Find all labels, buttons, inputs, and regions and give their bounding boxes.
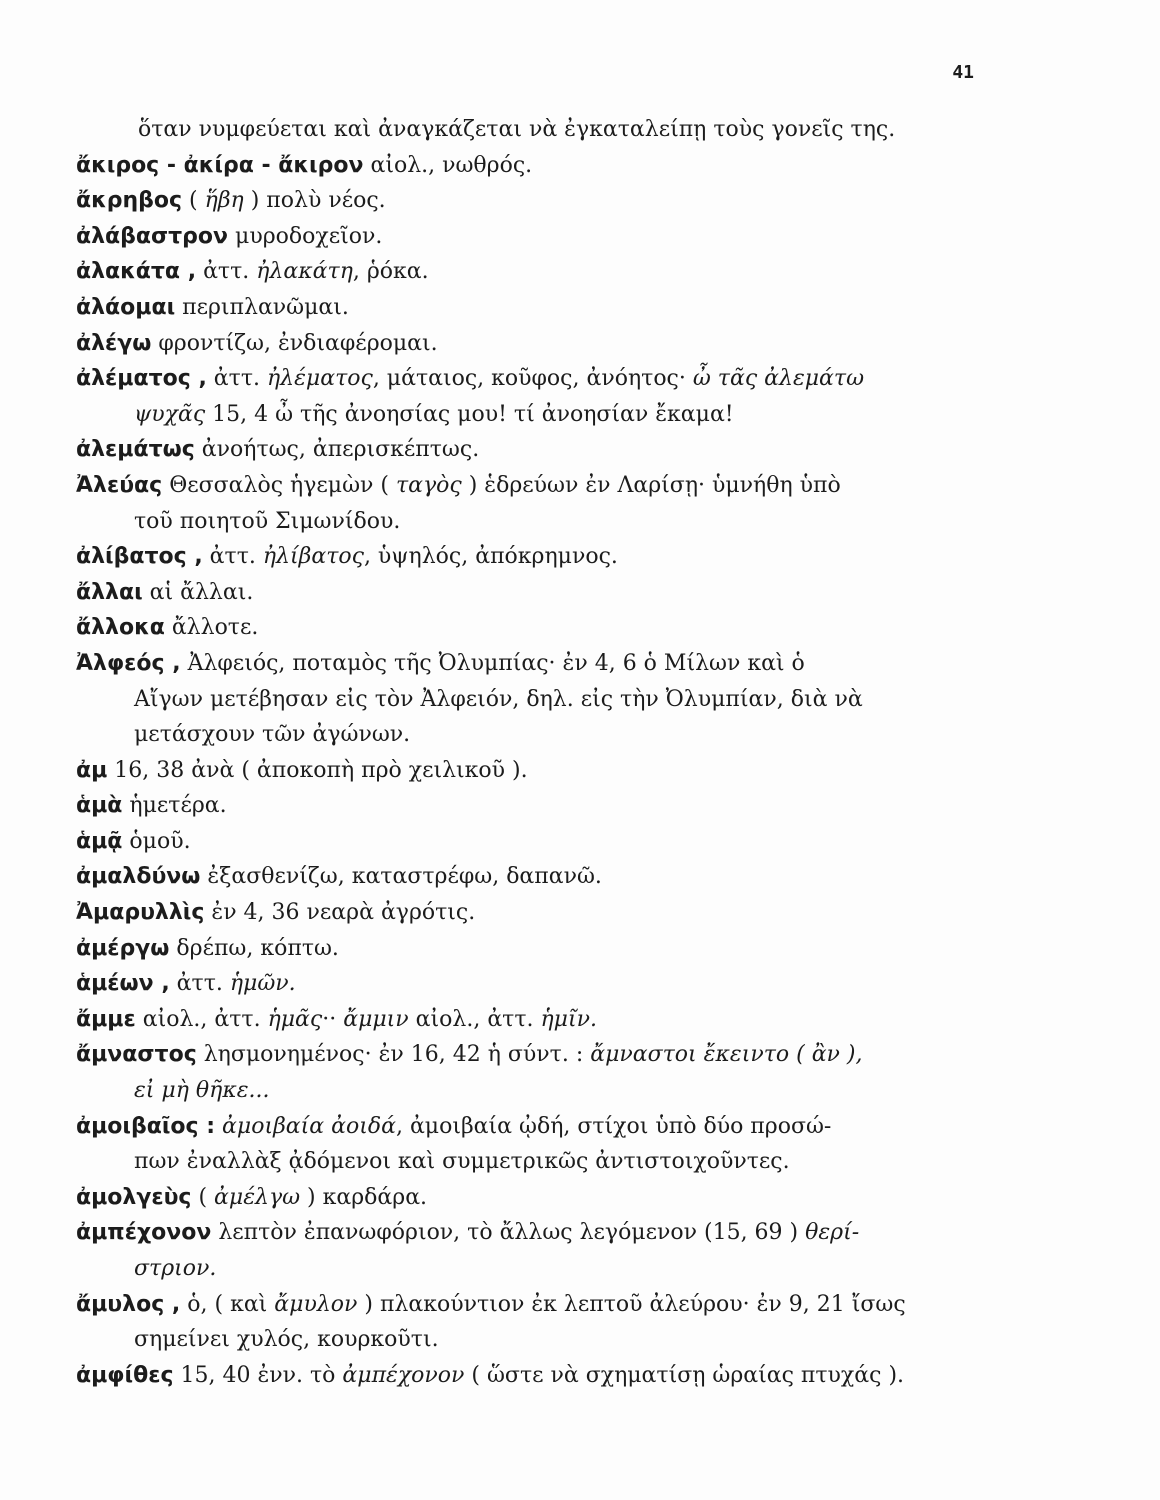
dictionary-entry-line (76, 966, 976, 1002)
entry-text: πων ἐναλλὰξ ᾀδόμενοι καὶ συμμετρικῶς ἀντιστοιχοῦντες. (134, 1149, 790, 1175)
entry-headword: ἀμέργω (76, 935, 170, 961)
entry-text: αἰολ., νωθρός. (363, 152, 533, 178)
entry-headword: ἄλλαι (76, 579, 143, 605)
dictionary-entry-line (76, 290, 976, 326)
entry-text: ἀττ. (202, 544, 263, 570)
entry-text: ( (182, 188, 205, 214)
entry-headword: ἀλέγω (76, 330, 152, 356)
dictionary-entry-line (76, 183, 976, 219)
entry-text: ἡμετέρα. (122, 793, 227, 819)
dictionary-entry-line (76, 1287, 976, 1323)
entry-headword: ἁμέων , (76, 971, 170, 997)
entry-text: ὁμοῦ. (122, 828, 191, 854)
entry-text: ἐξασθενίζω, καταστρέφω, δαπανῶ. (200, 864, 602, 890)
entry-text: μυροδοχεῖον. (228, 223, 383, 249)
entry-headword: ἀμπέχονον (76, 1220, 212, 1246)
italic-term: ταγὸς (395, 472, 462, 498)
entry-headword: ἀλέματος , (76, 366, 207, 392)
dictionary-entry-line (76, 931, 976, 967)
entry-text (215, 1114, 222, 1139)
entry-headword: ἀμφίθες (76, 1362, 174, 1388)
entry-text: ἀττ. (169, 971, 230, 997)
entry-headword: ἄμμε (76, 1006, 136, 1032)
italic-term: στριον. (134, 1256, 217, 1281)
entry-headword: ἀλάβαστρον (76, 223, 229, 249)
entry-headword: ἀλίβατος , (76, 544, 203, 570)
entry-headword: Ἀλφεός , (76, 650, 181, 676)
dictionary-entry-line (76, 148, 976, 184)
dictionary-entry-line (76, 859, 976, 895)
italic-term: ἄμναστοι ἔκειντο ( ἂν ), (590, 1042, 863, 1068)
entry-text: ) πολὺ νέος. (243, 188, 386, 214)
entry-headword: Ἀμαρυλλὶς (76, 900, 205, 926)
entry-headword: ἀμαλδύνω (76, 864, 201, 890)
dictionary-entry-line (76, 326, 976, 362)
dictionary-entry-line (76, 1358, 976, 1394)
entry-text: τοῦ ποιητοῦ Σιμωνίδου. (134, 508, 401, 534)
entry-headword: Ἀλεύας (76, 472, 163, 498)
italic-term: ὦ τᾶς ἀλεμάτω (692, 366, 865, 392)
entry-headword: ἀμολγεὺς (76, 1184, 192, 1210)
entry-headword: ἀμ (76, 757, 108, 783)
entry-continuation-line (76, 1144, 976, 1180)
entry-text: ἀνοήτως, ἀπερισκέπτως. (194, 437, 480, 463)
entry-text: ·· (322, 1006, 344, 1032)
italic-term: ἠλακάτη (256, 259, 353, 285)
entry-text: 16, 38 ἀνὰ ( ἀποκοπὴ πρὸ χειλικοῦ ). (107, 757, 528, 783)
dictionary-entry-line (76, 468, 976, 504)
entry-text: δρέπω, κόπτω. (169, 935, 339, 961)
page-number: 41 (952, 62, 974, 83)
entry-headword: ἀμοιβαῖος : (76, 1113, 216, 1139)
italic-term: ἡμῖν. (540, 1006, 597, 1032)
italic-term: ἀμέλγω (214, 1184, 301, 1210)
italic-term: ἡμᾶς (267, 1006, 323, 1032)
dictionary-entry-line (76, 1002, 976, 1038)
entry-headword: ἁμᾷ (76, 828, 123, 854)
entry-text: Ἀλφειός, ποταμὸς τῆς Ὀλυμπίας· ἐν 4, 6 ὁ Μίλων καὶ ὁ (180, 650, 805, 676)
entry-headword: ἄμυλος , (76, 1291, 181, 1317)
entry-continuation-line (76, 504, 976, 540)
entry-text: ( (191, 1184, 215, 1210)
glossary-entries (76, 112, 976, 1393)
entry-text: αἰολ., ἀττ. (135, 1006, 268, 1032)
entry-text: , μάταιος, κοῦφος, ἀνόητος· (372, 366, 693, 392)
entry-text: ὅταν νυμφεύεται καὶ ἀναγκάζεται νὰ ἐγκαταλείπῃ τοὺς γονεῖς της. (138, 117, 896, 142)
entry-text: ἐν 4, 36 νεαρὰ ἀγρότις. (204, 900, 476, 926)
entry-text: περιπλανῶμαι. (175, 294, 349, 320)
italic-term: ἄμμιν (343, 1006, 409, 1032)
italic-term: ἠλέματος (266, 366, 373, 392)
entry-continuation-line (76, 1251, 976, 1287)
entry-headword: ἀλεμάτως (76, 437, 195, 463)
entry-continuation-line (76, 682, 976, 718)
dictionary-entry-line (76, 219, 976, 255)
entry-text: αἰολ., ἀττ. (408, 1006, 541, 1032)
dictionary-entry-line (76, 254, 976, 290)
entry-continuation-line (76, 1073, 976, 1109)
dictionary-entry-line (76, 1215, 976, 1251)
italic-term: ἡμῶν. (229, 971, 296, 997)
dictionary-entry-line (76, 432, 976, 468)
entry-text: Θεσσαλὸς ἡγεμὼν ( (162, 472, 396, 498)
entry-headword: ἄμναστος (76, 1042, 197, 1068)
dictionary-entry-line (76, 1180, 976, 1216)
entry-text: , ὑψηλός, ἀπόκρημνος. (363, 544, 618, 570)
dictionary-entry-line (76, 1109, 976, 1145)
entry-text: ) καρδάρα. (300, 1184, 428, 1210)
entry-text: , ἀμοιβαία ᾠδή, στίχοι ὑπὸ δύο προσώ- (395, 1113, 832, 1139)
entry-text: 15, 4 ὦ τῆς ἀνοησίας μου! τί ἀνοησίαν ἔκαμα! (205, 401, 734, 427)
italic-term: ψυχᾶς (134, 401, 206, 427)
entry-text: , ῥόκα. (352, 259, 429, 285)
dictionary-entry-line (76, 646, 976, 682)
dictionary-entry-line (76, 895, 976, 931)
entry-text: ἀττ. (196, 259, 257, 285)
entry-headword: ἀλακάτα , (76, 259, 197, 285)
italic-term: ἄμυλον (274, 1291, 358, 1317)
dictionary-entry-line (76, 1037, 976, 1073)
italic-term: ἀμοιβαία ἀοιδά (222, 1113, 396, 1139)
entry-continuation-line (76, 112, 976, 148)
entry-text: σημείνει χυλός, κουρκοῦτι. (134, 1327, 439, 1353)
entry-text: μετάσχουν τῶν ἀγώνων. (134, 722, 411, 748)
dictionary-entry-line (76, 610, 976, 646)
entry-text: Αἴγων μετέβησαν εἰς τὸν Ἀλφειόν, δηλ. εἰς τὴν Ὀλυμπίαν, διὰ νὰ (134, 686, 863, 712)
entry-text: ( ὥστε νὰ σχηματίσῃ ὡραίας πτυχάς ). (464, 1362, 905, 1388)
entry-text: ὁ, ( καὶ (180, 1291, 275, 1317)
entry-text: ἀττ. (206, 366, 267, 392)
entry-text: λεπτὸν ἐπανωφόριον, τὸ ἄλλως λεγόμενον (15, 69 ) (211, 1220, 806, 1246)
italic-term: εἰ μὴ θῆκε... (134, 1078, 270, 1104)
dictionary-entry-line (76, 824, 976, 860)
entry-text: ἄλλοτε. (164, 615, 259, 641)
dictionary-entry-line (76, 361, 976, 397)
entry-headword: ἄκρηβος (76, 188, 183, 214)
entry-text: 15, 40 ἐνν. τὸ (173, 1362, 343, 1388)
italic-term: ἥβη (204, 188, 244, 214)
entry-continuation-line (76, 397, 976, 433)
entry-text: φροντίζω, ἐνδιαφέρομαι. (151, 330, 438, 356)
italic-term: θερί- (805, 1220, 860, 1246)
entry-continuation-line (76, 717, 976, 753)
italic-term: ἠλίβατος (262, 544, 364, 570)
dictionary-entry-line (76, 539, 976, 575)
dictionary-entry-line (76, 788, 976, 824)
entry-headword: ἄλλοκα (76, 615, 165, 641)
italic-term: ἀμπέχονον (342, 1362, 465, 1388)
entry-text: ) πλακούντιον ἐκ λεπτοῦ ἀλεύρου· ἐν 9, 21 ἴσως (357, 1291, 906, 1317)
entry-headword: ἁμὰ (76, 793, 123, 819)
entry-text: αἱ ἄλλαι. (142, 579, 254, 605)
entry-continuation-line (76, 1322, 976, 1358)
entry-text: ) ἑδρεύων ἐν Λαρίσῃ· ὑμνήθη ὑπὸ (461, 472, 841, 498)
dictionary-entry-line (76, 575, 976, 611)
entry-headword: ἄκιρος - ἀκίρα - ἄκιρον (76, 152, 364, 178)
entry-headword: ἀλάομαι (76, 294, 176, 320)
dictionary-entry-line (76, 753, 976, 789)
entry-text: λησμονημένος· ἐν 16, 42 ἡ σύντ. : (196, 1042, 591, 1068)
